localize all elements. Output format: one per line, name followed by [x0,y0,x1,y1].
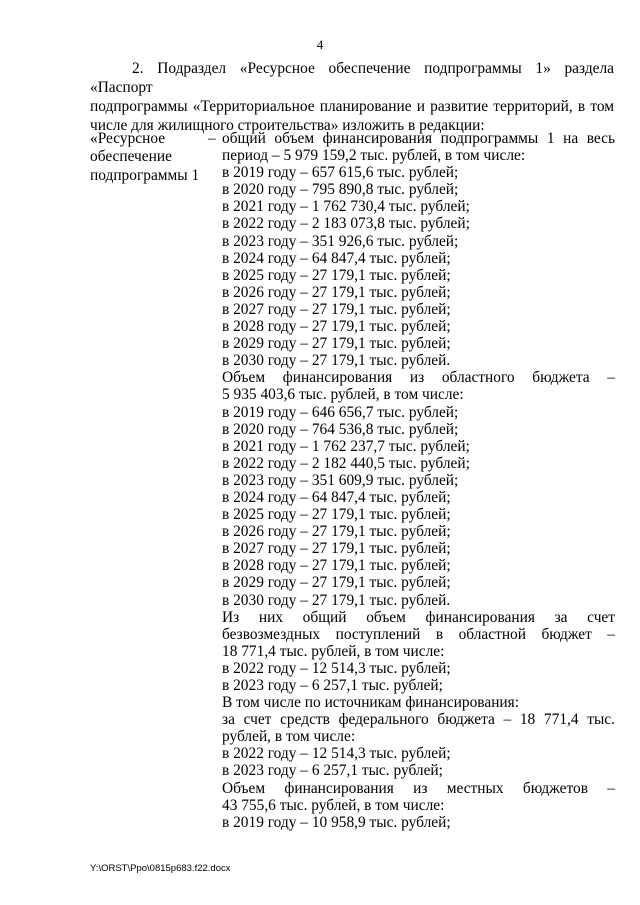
funding-line: в 2024 году – 64 847,4 тыс. рублей; [222,488,451,506]
funding-line: общий объем финансирования подпрограммы 1 на весь [222,130,615,147]
funding-line: за счет средств федерального бюджета – 18 771,4 тыс. [222,711,615,729]
funding-line: в 2020 году – 764 536,8 тыс. рублей; [222,420,459,438]
intro-line: подпрограммы «Территориальное планирование и развитие территорий, в том [90,98,614,115]
section-label [90,130,215,185]
intro-line: числе для жилищного строительства» изложить в редакции: [90,117,485,134]
funding-line: в 2022 году – 12 514,3 тыс. рублей; [222,745,451,763]
funding-line: безвозмездных поступлений в областной бюджет – [222,625,615,643]
funding-line: в 2020 году – 795 890,8 тыс. рублей; [222,181,459,199]
funding-line: период – 5 979 159,2 тыс. рублей, в том числе: [222,147,526,165]
funding-line: в 2028 году – 27 179,1 тыс. рублей; [222,318,451,336]
funding-line: в 2028 году – 27 179,1 тыс. рублей; [222,557,451,575]
funding-line: в 2019 году – 10 958,9 тыс. рублей; [222,813,451,831]
intro-paragraph [90,59,614,135]
funding-line: в 2019 году – 646 656,7 тыс. рублей; [222,403,459,421]
funding-line: в 2022 году – 2 182 440,5 тыс. рублей; [222,454,470,472]
funding-line: в 2030 году – 27 179,1 тыс. рублей. [222,352,451,370]
intro-line: 2. Подраздел «Ресурсное обеспечение подпрограммы 1» раздела «Паспорт [90,60,614,96]
funding-line: в 2029 году – 27 179,1 тыс. рублей; [222,574,451,592]
funding-line: в 2022 году – 2 183 073,8 тыс. рублей; [222,215,470,233]
funding-line: Объем финансирования из областного бюджета – [222,369,615,387]
funding-line: в 2021 году – 1 762 730,4 тыс. рублей; [222,198,470,216]
page-number: 4 [316,37,324,52]
funding-line: рублей, в том числе: [222,728,356,746]
funding-line: в 2030 году – 27 179,1 тыс. рублей. [222,591,451,609]
funding-details [222,130,615,831]
funding-line: Из них общий объем финансирования за счет [222,608,615,626]
funding-line: в 2023 году – 6 257,1 тыс. рублей; [222,762,443,780]
funding-line: в 2025 году – 27 179,1 тыс. рублей; [222,266,451,284]
funding-line: в 2024 году – 64 847,4 тыс. рублей; [222,249,451,267]
funding-line: в 2021 году – 1 762 237,7 тыс. рублей; [222,437,470,455]
funding-line: в 2023 году – 6 257,1 тыс. рублей; [222,677,443,694]
funding-line: в 2027 году – 27 179,1 тыс. рублей; [222,540,451,558]
funding-line: в 2029 году – 27 179,1 тыс. рублей; [222,335,451,353]
section-label-line: обеспечение [90,148,172,166]
funding-line: в 2019 году – 657 615,6 тыс. рублей; [222,164,459,182]
funding-line: 18 771,4 тыс. рублей, в том числе: [222,642,445,660]
funding-line: 43 755,6 тыс. рублей, в том числе: [222,796,445,814]
file-path-footer: Y:\ORST\Ppo\0815p683.f22.docx [90,863,231,874]
funding-line: в 2026 году – 27 179,1 тыс. рублей; [222,523,451,541]
funding-line: в 2022 году – 12 514,3 тыс. рублей; [222,659,451,677]
funding-line: Объем финансирования из местных бюджетов – [222,779,615,797]
funding-line: в 2023 году – 351 926,6 тыс. рублей; [222,232,459,250]
dash-separator: – [208,130,216,147]
funding-line: в 2027 году – 27 179,1 тыс. рублей; [222,300,451,318]
funding-line: В том числе по источникам финансирования: [222,694,520,712]
funding-line: в 2023 году – 351 609,9 тыс. рублей; [222,471,459,489]
funding-line: в 2026 году – 27 179,1 тыс. рублей; [222,283,451,301]
funding-line: в 2025 году – 27 179,1 тыс. рублей; [222,506,451,524]
funding-line: 5 935 403,6 тыс. рублей, в том числе: [222,386,464,404]
section-label-line: «Ресурсное [90,130,166,147]
section-label-line: подпрограммы 1 [90,166,200,184]
